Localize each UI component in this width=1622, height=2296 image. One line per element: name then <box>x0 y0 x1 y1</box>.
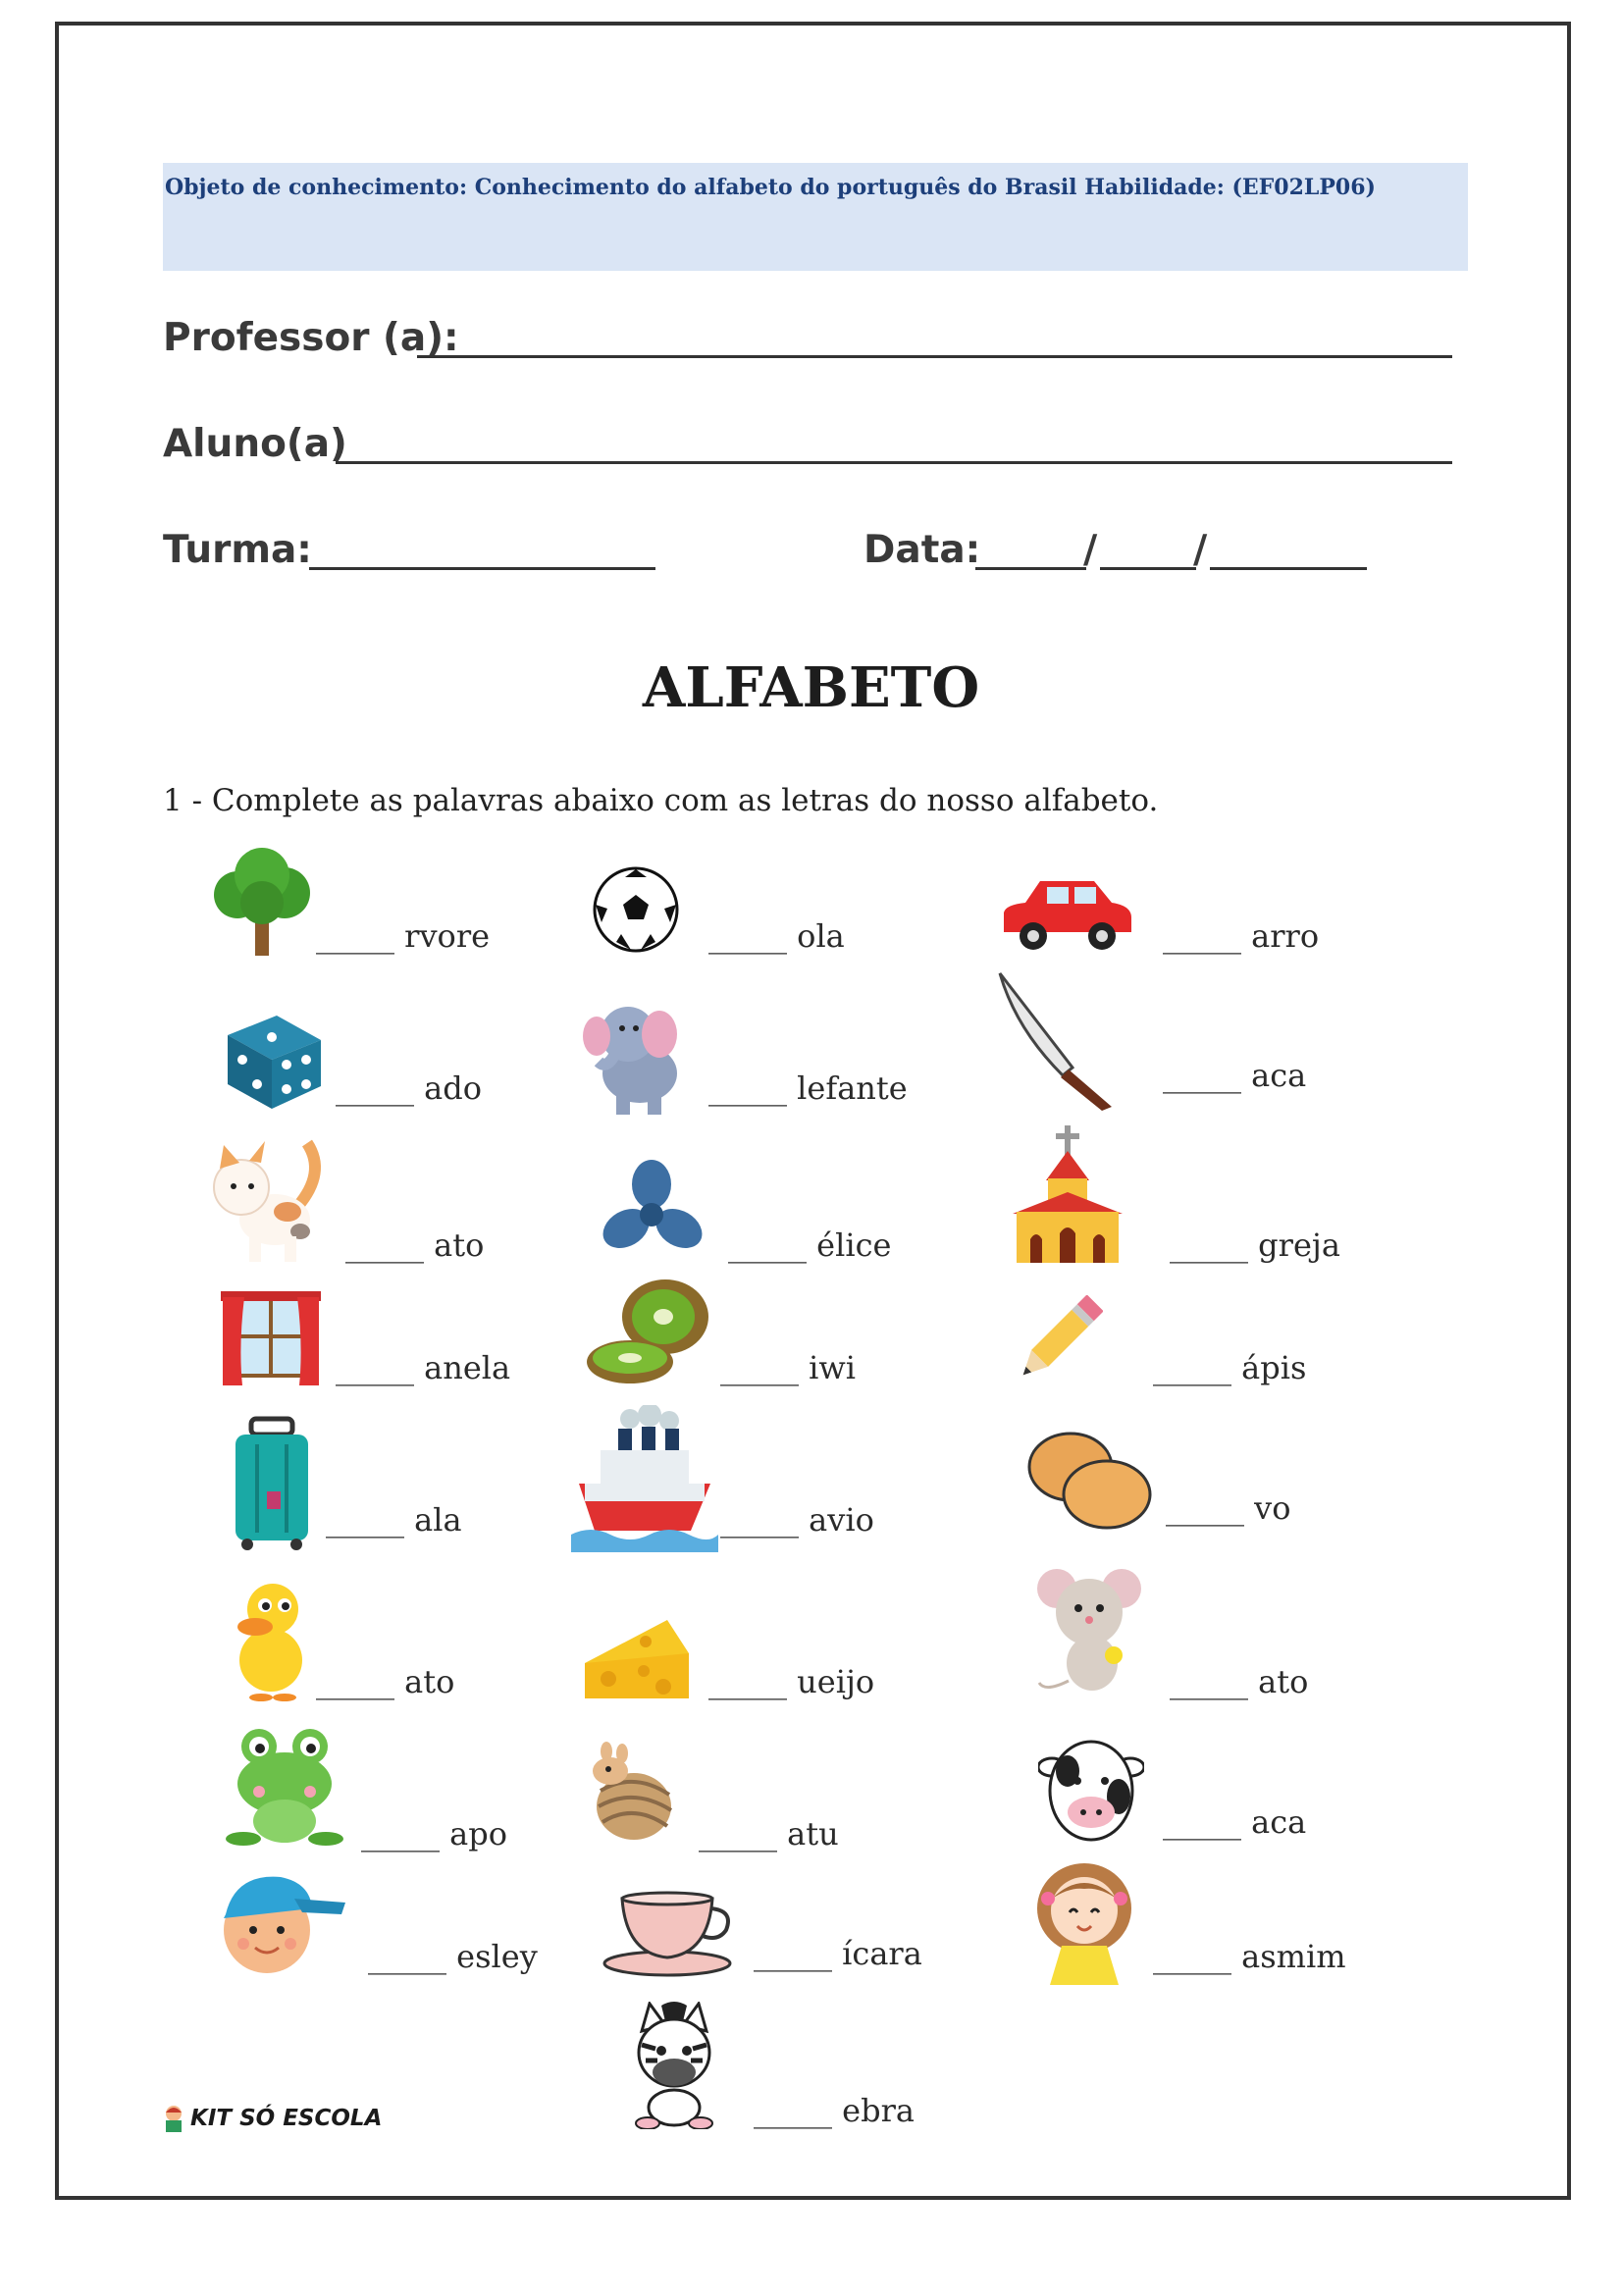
boy-icon <box>216 1869 348 1977</box>
word-gato[interactable]: _____ ato <box>345 1226 485 1264</box>
teacher-line[interactable] <box>417 355 1452 358</box>
window-icon <box>221 1287 321 1387</box>
mouse-icon <box>1035 1565 1148 1697</box>
word-igreja[interactable]: _____ greja <box>1170 1226 1340 1264</box>
knife-icon <box>996 969 1119 1112</box>
student-line[interactable] <box>336 461 1452 464</box>
date-day-line[interactable] <box>975 567 1086 570</box>
class-line[interactable] <box>309 567 655 570</box>
girl-icon <box>1030 1859 1138 1992</box>
frog-icon <box>226 1727 343 1850</box>
suitcase-icon <box>228 1415 316 1552</box>
cheese-icon <box>579 1614 692 1702</box>
word-faca[interactable]: _____ aca <box>1163 1057 1307 1094</box>
word-rato[interactable]: _____ ato <box>1170 1663 1309 1700</box>
teacher-label: Professor (a): <box>163 316 459 360</box>
student-label: Aluno(a) <box>163 422 347 466</box>
soccer-ball-icon <box>592 865 680 954</box>
cow-icon <box>1038 1732 1144 1848</box>
page-title: ALFABETO <box>642 655 980 720</box>
word-janela[interactable]: _____ anela <box>336 1349 511 1386</box>
car-icon <box>996 873 1135 957</box>
word-lapis[interactable]: _____ ápis <box>1153 1349 1307 1386</box>
word-bola[interactable]: _____ ola <box>708 917 845 955</box>
objective-box <box>163 163 1468 271</box>
word-navio[interactable]: _____ avio <box>720 1501 874 1539</box>
word-kiwi[interactable]: _____ iwi <box>720 1349 857 1386</box>
logo-text: KIT SÓ ESCOLA <box>190 2106 383 2131</box>
propeller-icon <box>601 1160 704 1263</box>
word-queijo[interactable]: _____ ueijo <box>708 1663 875 1700</box>
word-xicara[interactable]: _____ ícara <box>754 1935 922 1972</box>
word-yasmim[interactable]: _____ asmim <box>1153 1938 1346 1975</box>
date-month-line[interactable] <box>1100 567 1196 570</box>
word-vaca[interactable]: _____ aca <box>1163 1803 1307 1841</box>
word-mala[interactable]: _____ ala <box>326 1501 462 1539</box>
word-sapo[interactable]: _____ apo <box>361 1815 507 1852</box>
tree-icon <box>208 846 316 959</box>
elephant-icon <box>579 993 692 1119</box>
eggs-icon <box>1026 1428 1154 1531</box>
zebra-icon <box>628 2002 721 2129</box>
date-year-line[interactable] <box>1210 567 1367 570</box>
word-pato[interactable]: _____ ato <box>316 1663 455 1700</box>
cat-icon <box>204 1133 332 1266</box>
word-dado[interactable]: _____ ado <box>336 1070 482 1107</box>
armadillo-icon <box>577 1742 680 1850</box>
date-label: Data: <box>863 528 981 572</box>
word-arvore[interactable]: _____ rvore <box>316 917 491 955</box>
duck-icon <box>234 1580 312 1702</box>
word-helice[interactable]: _____ élice <box>728 1226 892 1264</box>
word-tatu[interactable]: _____ atu <box>699 1815 839 1852</box>
ship-icon <box>571 1405 718 1552</box>
cup-icon <box>599 1889 736 1977</box>
logo-mascot-icon <box>163 2105 184 2132</box>
class-label: Turma: <box>163 528 312 572</box>
word-carro[interactable]: _____ arro <box>1163 917 1320 955</box>
dice-icon <box>218 1006 326 1114</box>
objective-text: Objeto de conhecimento: Conhecimento do alfabeto do português do Brasil Habilidade: (EF02LP06) <box>165 175 1376 200</box>
date-separator: / <box>1083 528 1098 572</box>
church-icon <box>1009 1123 1126 1266</box>
kiwi-icon <box>585 1276 718 1391</box>
word-zebra[interactable]: _____ ebra <box>754 2092 915 2129</box>
pencil-icon <box>1013 1295 1103 1385</box>
date-separator: / <box>1193 528 1208 572</box>
word-ovo[interactable]: _____ vo <box>1166 1489 1291 1527</box>
word-wesley[interactable]: _____ esley <box>368 1938 538 1975</box>
word-elefante[interactable]: _____ lefante <box>708 1070 908 1107</box>
instruction: 1 - Complete as palavras abaixo com as letras do nosso alfabeto. <box>163 783 1159 818</box>
kit-so-escola-logo <box>163 2105 382 2132</box>
